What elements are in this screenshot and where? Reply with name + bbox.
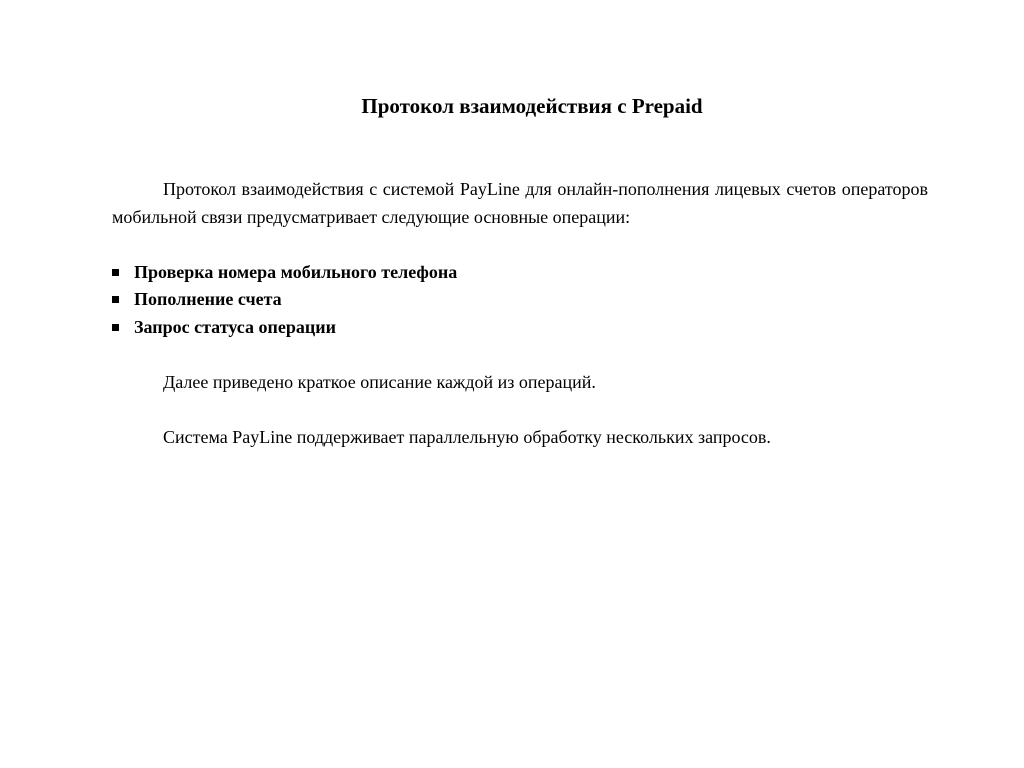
spacer — [112, 341, 928, 369]
operations-list — [112, 259, 928, 342]
list-item — [112, 286, 928, 314]
list-item-label: Запрос статуса операции — [134, 316, 336, 337]
parallel-processing-paragraph: Система PayLine поддерживает параллельную обработку нескольких запросов. — [163, 426, 771, 447]
list-item-label: Пополнение счета — [134, 289, 282, 309]
spacer — [112, 231, 928, 259]
list-item-label: Проверка номера мобильного телефона — [134, 261, 458, 282]
square-bullet-icon — [112, 269, 119, 276]
square-bullet-icon — [112, 324, 119, 331]
intro-paragraph: Протокол взаимодействия с системой PayLine для онлайн-пополнения лицевых счетов операторов мобильной связи предусматривает следующие основные операции: — [112, 179, 928, 227]
description-paragraph: Далее приведено краткое описание каждой из операций. — [163, 371, 596, 392]
list-item — [112, 259, 928, 287]
document-body — [112, 176, 928, 451]
document-title: Протокол взаимодействия с Prepaid — [361, 94, 703, 118]
list-item — [112, 314, 928, 342]
square-bullet-icon — [112, 296, 119, 303]
spacer — [112, 396, 928, 424]
